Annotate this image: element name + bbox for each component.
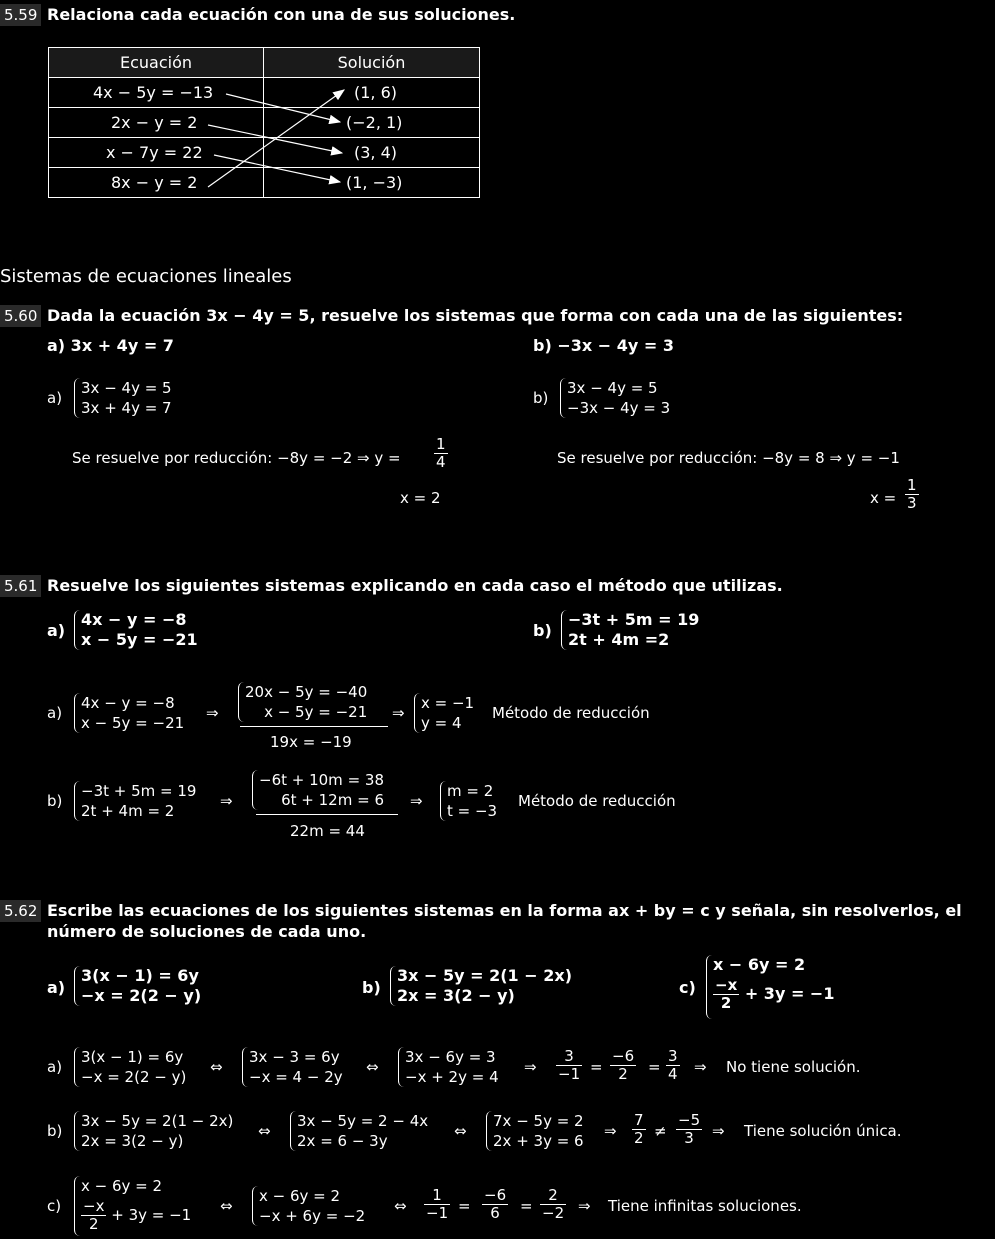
equation-cell: 2x − y = 2	[49, 108, 264, 138]
iff-arrow: ⇔	[258, 1122, 271, 1140]
solution-tag: b)	[47, 792, 63, 810]
solution-cell: (−2, 1)	[264, 108, 480, 138]
column-header: Ecuación	[49, 48, 264, 78]
system-brace: 3x − 5y = 2(1 − 2x) 2x = 3(2 − y)	[74, 1111, 233, 1151]
implies-arrow: ⇒	[578, 1197, 591, 1215]
iff-arrow: ⇔	[210, 1058, 223, 1076]
equation-cell: 8x − y = 2	[49, 168, 264, 198]
item-b-label: b) −3x − 4y = 3	[533, 336, 674, 355]
equation-cell: 4x − 5y = −13	[49, 78, 264, 108]
item-tag: a)	[47, 978, 66, 997]
fraction: $\frac{1}{-1}$	[426, 1186, 449, 1222]
iff-arrow: ⇔	[454, 1122, 467, 1140]
sum-line	[256, 814, 398, 815]
exercise-statement: Dada la ecuación 3x − 4y = 5, resuelve los sistemas que forma con cada una de las siguientes:	[47, 306, 904, 325]
solution-tag: b)	[533, 389, 549, 407]
exercise-number: 5.59	[0, 4, 41, 26]
system-brace: 3x − 4y = 5 3x + 4y = 7	[74, 378, 172, 418]
implies-arrow: ⇒	[604, 1122, 617, 1140]
fraction: $\frac{-6}{6}$	[484, 1186, 507, 1222]
item-tag: b)	[533, 621, 552, 640]
sum-line	[240, 726, 388, 727]
item-tag: b)	[362, 978, 381, 997]
exercise-number: 5.61	[0, 575, 41, 597]
result-text: Tiene solución única.	[744, 1122, 902, 1140]
exercise-statement: Relaciona cada ecuación con una de sus soluciones.	[47, 5, 516, 24]
method-label: Método de reducción	[492, 704, 650, 722]
sum-result: 19x = −19	[270, 733, 352, 751]
iff-arrow: ⇔	[394, 1197, 407, 1215]
solution-tag: c)	[47, 1197, 62, 1215]
implies-arrow: ⇒	[392, 704, 405, 722]
implies-arrow: ⇒	[712, 1122, 725, 1140]
equals-sign: =	[520, 1197, 533, 1215]
equals-sign: =	[648, 1058, 661, 1076]
system-brace: 3x − 5y = 2 − 4x 2x = 6 − 3y	[290, 1111, 428, 1151]
system-brace: x − 6y = 2 $\frac{-x}{2}$ + 3y = −1	[74, 1176, 191, 1236]
system-brace: 7x − 5y = 2 2x + 3y = 6	[486, 1111, 584, 1151]
solution-tag: b)	[47, 1122, 63, 1140]
system-brace: x = −1 y = 4	[414, 693, 474, 733]
solution-result: x = 2	[400, 489, 441, 507]
arrow-row3	[214, 155, 340, 182]
system-brace: 3x − 3 = 6y −x = 4 − 2y	[242, 1047, 343, 1087]
implies-arrow: ⇒	[206, 704, 219, 722]
fraction: $\frac{-5}{3}$	[678, 1111, 701, 1147]
solution-tag: a)	[47, 389, 63, 407]
system-brace: 4x − y = −8 x − 5y = −21	[74, 610, 198, 650]
iff-arrow: ⇔	[366, 1058, 379, 1076]
system-brace: m = 2 t = −3	[440, 781, 497, 821]
system-brace: x − 6y = 2 −x + 6y = −2	[252, 1186, 365, 1226]
exercise-statement: Resuelve los siguientes sistemas explicando en cada caso el método que utilizas.	[47, 576, 783, 595]
not-equal-sign: ≠	[654, 1122, 667, 1140]
solution-method: Se resuelve por reducción: −8y = 8 ⇒ y = −1	[557, 449, 900, 467]
fraction: $\frac{3}{4}$	[668, 1047, 678, 1083]
matching-arrows	[0, 0, 995, 240]
column-header: Solución	[264, 48, 480, 78]
system-brace: x − 6y = 2 $\frac{-x}{2}$ + 3y = −1	[706, 955, 834, 1019]
fraction: $\frac{-6}{2}$	[612, 1047, 635, 1083]
system-brace: 3(x − 1) = 6y −x = 2(2 − y)	[74, 966, 201, 1006]
item-a-label: a) 3x + 4y = 7	[47, 336, 174, 355]
equals-sign: =	[458, 1197, 471, 1215]
exercise-statement: Escribe las ecuaciones de los siguientes sistemas en la forma ax + by = c y señala, sin resolverlos, el	[47, 901, 962, 920]
fraction: $\frac{7}{2}$	[634, 1111, 644, 1147]
system-brace: 3x − 5y = 2(1 − 2x) 2x = 3(2 − y)	[390, 966, 572, 1006]
system-brace: 3(x − 1) = 6y −x = 2(2 − y)	[74, 1047, 186, 1087]
solution-cell: (3, 4)	[264, 138, 480, 168]
item-tag: a)	[47, 621, 66, 640]
solution-tag: a)	[47, 1058, 63, 1076]
sum-result: 22m = 44	[290, 822, 365, 840]
solution-result: x =	[870, 489, 897, 507]
exercise-number: 5.62	[0, 900, 41, 922]
exercise-number: 5.60	[0, 305, 41, 327]
system-brace: −6t + 10m = 38 6t + 12m = 6	[252, 770, 384, 810]
result-text: No tiene solución.	[726, 1058, 861, 1076]
system-brace: 4x − y = −8 x − 5y = −21	[74, 693, 184, 733]
system-brace: −3t + 5m = 19 2t + 4m =2	[561, 610, 699, 650]
fraction: $\frac{3}{-1}$	[558, 1047, 581, 1083]
equals-sign: =	[590, 1058, 603, 1076]
solution-cell: (1, 6)	[264, 78, 480, 108]
equation-cell: x − 7y = 22	[49, 138, 264, 168]
system-brace: −3t + 5m = 19 2t + 4m = 2	[74, 781, 196, 821]
system-brace: 3x − 4y = 5 −3x − 4y = 3	[560, 378, 670, 418]
system-brace: 20x − 5y = −40 x − 5y = −21	[238, 682, 367, 722]
method-label: Método de reducción	[518, 792, 676, 810]
implies-arrow: ⇒	[220, 792, 233, 810]
iff-arrow: ⇔	[220, 1197, 233, 1215]
solution-tag: a)	[47, 704, 63, 722]
result-text: Tiene infinitas soluciones.	[608, 1197, 802, 1215]
implies-arrow: ⇒	[524, 1058, 537, 1076]
implies-arrow: ⇒	[694, 1058, 707, 1076]
fraction: $\frac{1}{3}$	[907, 476, 917, 512]
system-brace: 3x − 6y = 3 −x + 2y = 4	[398, 1047, 499, 1087]
fraction: $\frac{2}{-2}$	[542, 1186, 565, 1222]
item-tag: c)	[679, 978, 696, 997]
exercise-statement-cont: número de soluciones de cada uno.	[47, 922, 367, 941]
section-title: Sistemas de ecuaciones lineales	[0, 266, 292, 287]
arrow-row4	[208, 90, 344, 187]
solution-method: Se resuelve por reducción: −8y = −2 ⇒ y =	[72, 449, 401, 467]
fraction: $\frac{1}{4}$	[436, 435, 446, 471]
implies-arrow: ⇒	[410, 792, 423, 810]
arrow-row1	[226, 94, 340, 122]
solution-cell: (1, −3)	[264, 168, 480, 198]
